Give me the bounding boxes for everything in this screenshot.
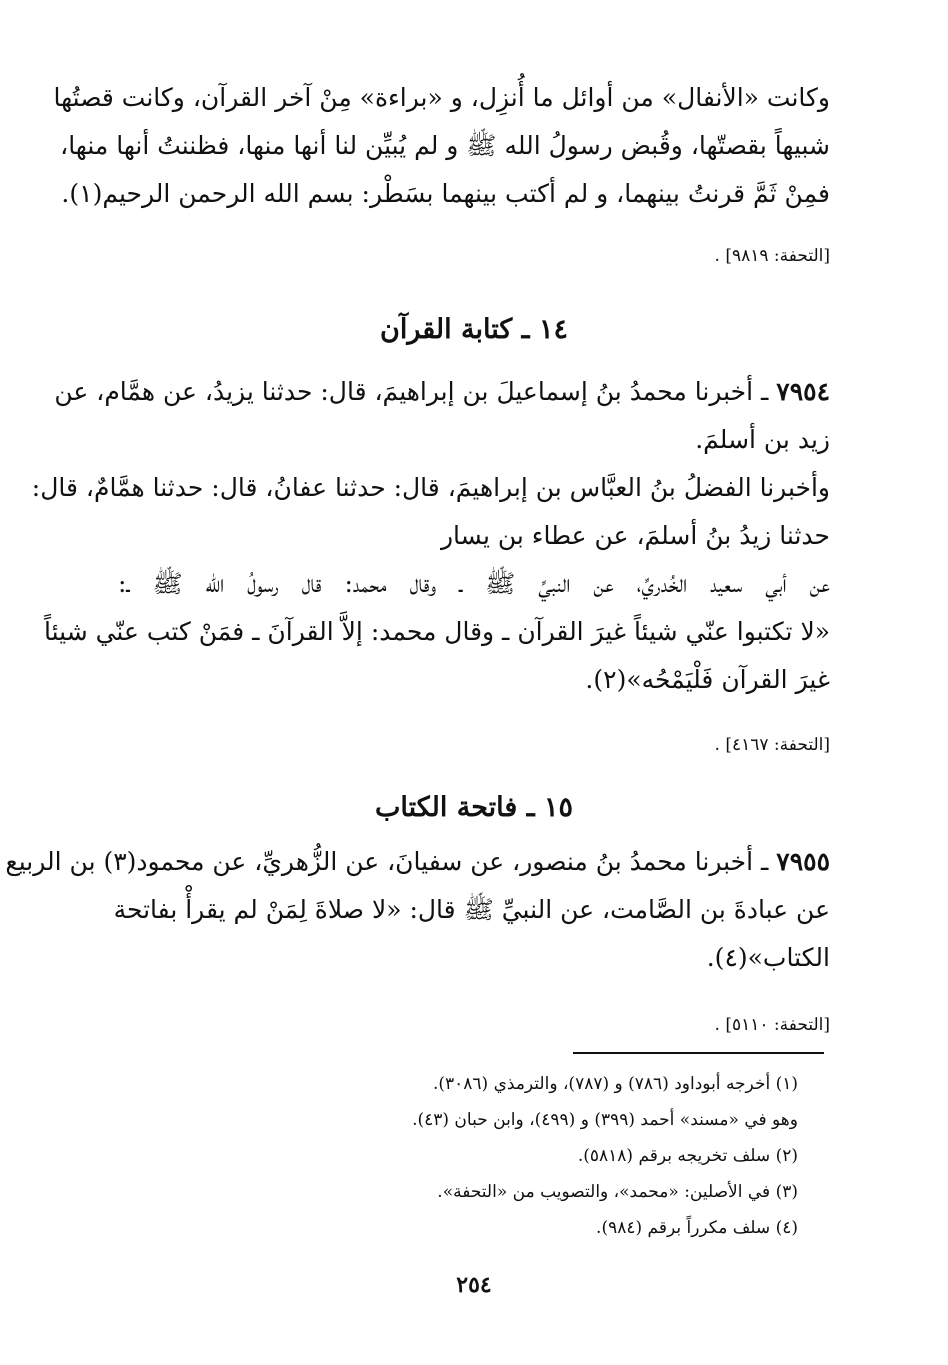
footnote: (٤) سلف مكرراً برقم (٩٨٤). xyxy=(596,1218,798,1238)
paragraph-anfal xyxy=(53,74,830,218)
text-line: غيرَ القرآن فَلْيَمْحُه»(٢). xyxy=(585,665,830,694)
tuhfa-reference: [التحفة: ٥١١٠] . xyxy=(714,1015,830,1035)
hadith-number: ٧٩٥٤ xyxy=(776,377,830,406)
text-line xyxy=(5,838,830,886)
text-line: وكانت «الأنفال» من أوائل ما أُنزِل، و «براءة» مِنْ آخر القرآن، وكانت قصتُها xyxy=(53,83,830,112)
hadith-7955 xyxy=(5,838,830,982)
text-line: فمِنْ ثَمَّ قرنتُ بينهما، و لم أكتب بينهما بسَطْر: بسم الله الرحمن الرحيم(١). xyxy=(61,179,830,208)
hadith-text: ـ أخبرنا محمدُ بنُ إسماعيلَ بن إبراهيمَ، قال: حدثنا يزيدُ، عن همَّام، عن xyxy=(54,377,769,406)
hadith-text: ـ أخبرنا محمدُ بنُ منصور، عن سفيانَ، عن الزُّهريِّ، عن محمود(٣) بن الربيع xyxy=(5,847,769,876)
footnotes xyxy=(412,1066,798,1246)
footnote: (١) أخرجه أبوداود (٧٨٦) و (٧٨٧)، والترمذي (٣٠٨٦). xyxy=(432,1074,798,1094)
footnote: (٢) سلف تخريجه برقم (٥٨١٨). xyxy=(577,1146,798,1166)
text-line: حدثنا زيدُ بنُ أسلمَ، عن عطاء بن يسار xyxy=(440,521,830,550)
text-line: عن عبادةَ بن الصَّامت، عن النبيِّ ﷺ قال: «لا صلاةَ لِمَنْ لم يقرأْ بفاتحة xyxy=(113,895,830,924)
text-line: عن أبي سعيد الخُدريِّ، عن النبيِّ ﷺ ـ وقال محمد: قال رسولُ الله ﷺ ـ: xyxy=(118,569,830,598)
text-line: الكتاب»(٤). xyxy=(706,943,830,972)
text-line: «لا تكتبوا عنّي شيئاً غيرَ القرآن ـ وقال محمد: إلاَّ القرآنَ ـ فمَنْ كتب عنّي شيئاً xyxy=(43,617,830,646)
hadith-number: ٧٩٥٥ xyxy=(776,847,830,876)
text-line: وأخبرنا الفضلُ بنُ العبَّاس بن إبراهيمَ، قال: حدثنا عفانُ، قال: حدثنا همَّامٌ، قال: xyxy=(31,473,830,502)
hadith-7954 xyxy=(31,368,830,704)
page-number: ٢٥٤ xyxy=(456,1272,492,1298)
section-heading: ١٤ ـ كتابة القرآن xyxy=(380,314,568,345)
tuhfa-reference: [التحفة: ٤١٦٧] . xyxy=(714,735,830,755)
tuhfa-reference: [التحفة: ٩٨١٩] . xyxy=(714,246,830,266)
footnote: (٣) في الأصلين: «محمد»، والتصويب من «التحفة». xyxy=(437,1182,798,1202)
text-line: شبيهاً بقصتّها، وقُبض رسولُ الله ﷺ و لم يُبيِّن لنا أنها منها، فظننتُ أنها منها، xyxy=(60,131,830,160)
text-line xyxy=(54,368,830,416)
footnote-separator xyxy=(573,1052,824,1054)
text-line: زيد بن أسلمَ. xyxy=(695,425,830,454)
footnote: وهو في «مسند» أحمد (٣٩٩) و (٤٩٩)، وابن حبان (٤٣). xyxy=(412,1110,798,1130)
section-heading: ١٥ ـ فاتحة الكتاب xyxy=(374,792,574,823)
